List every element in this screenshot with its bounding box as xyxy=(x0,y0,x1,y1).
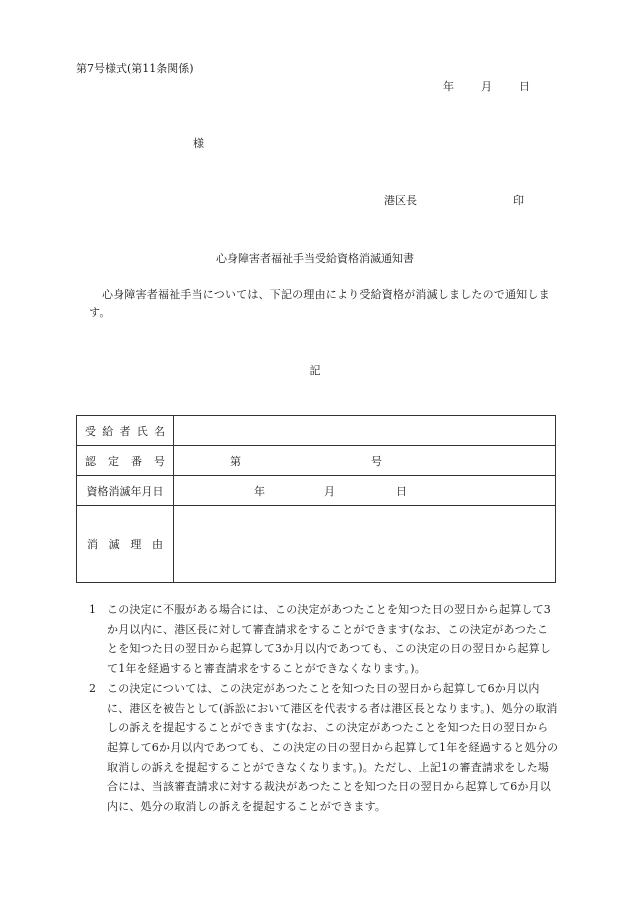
issue-date xyxy=(443,78,530,94)
table-row-reason xyxy=(77,506,556,583)
cert-number-label-cell xyxy=(77,446,174,476)
form-number: 第7号様式(第11条関係) xyxy=(76,62,194,75)
table-row-date xyxy=(77,476,556,506)
reason-label-cell xyxy=(77,506,174,583)
note-item xyxy=(89,600,559,679)
table-row-name xyxy=(77,416,556,446)
label-char: 受 xyxy=(85,424,96,438)
table-row-cert xyxy=(77,446,556,476)
label-char: 認 xyxy=(85,454,96,468)
label-char: 号 xyxy=(154,454,165,468)
date-day-label: 日 xyxy=(519,80,530,93)
note-number: 2 xyxy=(89,681,97,695)
cert-number-field[interactable] xyxy=(174,446,556,476)
lapse-date-label-cell xyxy=(77,476,174,506)
label-char: 消 xyxy=(87,538,98,551)
date-year-label: 年 xyxy=(443,80,454,93)
cert-number-label xyxy=(77,453,173,469)
lapse-date-month: 月 xyxy=(324,484,335,498)
issuer-title: 港区長 xyxy=(384,194,417,207)
recipient-name-label xyxy=(77,423,173,439)
lapse-date-field[interactable] xyxy=(174,476,556,506)
ki-heading: 記 xyxy=(309,364,321,377)
label-char: 氏 xyxy=(136,424,148,438)
reason-field[interactable] xyxy=(174,506,556,583)
label-char: 番 xyxy=(131,454,142,468)
recipient-name-label-cell xyxy=(77,416,174,446)
note-item xyxy=(89,679,559,817)
issuer-line xyxy=(384,192,524,208)
note-text: この決定については、この決定があつたことを知つた日の翌日から起算して6か月以内に、港区を被告として(訴訟において港区を代表する者は港区長となります。)、処分の取消しの訴えを提起することができます(なお、この決定があつたことを知つた日の翌日から起算して6か月以内であつても、この決定の日の翌日から起算して1年を経過すると処分の取消しの訴えを提起することができなくなります。)。ただし、上記1の審査請求をした場合には、当該審査請求に対する裁決があつたことを知つた日の翌日から起算して6か月以内に、処分の取消しの訴えを提起することができます。 xyxy=(107,681,559,814)
note-text: この決定に不服がある場合には、この決定があつたことを知つた日の翌日から起算して3か月以内に、港区長に対して審査請求をすることができます(なお、この決定があつたことを知つた日の翌日から起算して3か月以内であつても、この決定の日の翌日から起算して1年を経過すると審査請求をすることができなくなります。)。 xyxy=(107,603,551,676)
document-title: 心身障害者福祉手当受給資格消滅通知書 xyxy=(216,252,414,265)
lapse-date-label: 資格消滅年月日 xyxy=(86,484,164,498)
cert-suffix: 号 xyxy=(371,454,382,468)
label-char: 由 xyxy=(151,538,163,551)
label-char: 理 xyxy=(130,538,142,551)
label-char: 定 xyxy=(108,454,119,468)
info-table xyxy=(76,415,556,583)
cert-prefix: 第 xyxy=(230,454,241,468)
recipient-name-field[interactable] xyxy=(174,416,556,446)
label-char: 給 xyxy=(102,424,114,438)
notes-list xyxy=(89,600,559,817)
label-char: 者 xyxy=(119,424,131,438)
recipient-honorific: 様 xyxy=(193,137,204,150)
label-char: 滅 xyxy=(108,538,120,551)
label-char: 名 xyxy=(154,424,165,438)
seal-mark: 印 xyxy=(513,194,524,207)
lapse-date-year: 年 xyxy=(254,484,265,498)
lapse-date-day: 日 xyxy=(396,484,407,498)
date-month-label: 月 xyxy=(481,80,492,93)
intro-paragraph: 心身障害者福祉手当については、下記の理由により受給資格が消滅しましたので通知します。 xyxy=(89,288,550,319)
reason-label xyxy=(77,536,173,552)
note-number: 1 xyxy=(89,603,97,616)
